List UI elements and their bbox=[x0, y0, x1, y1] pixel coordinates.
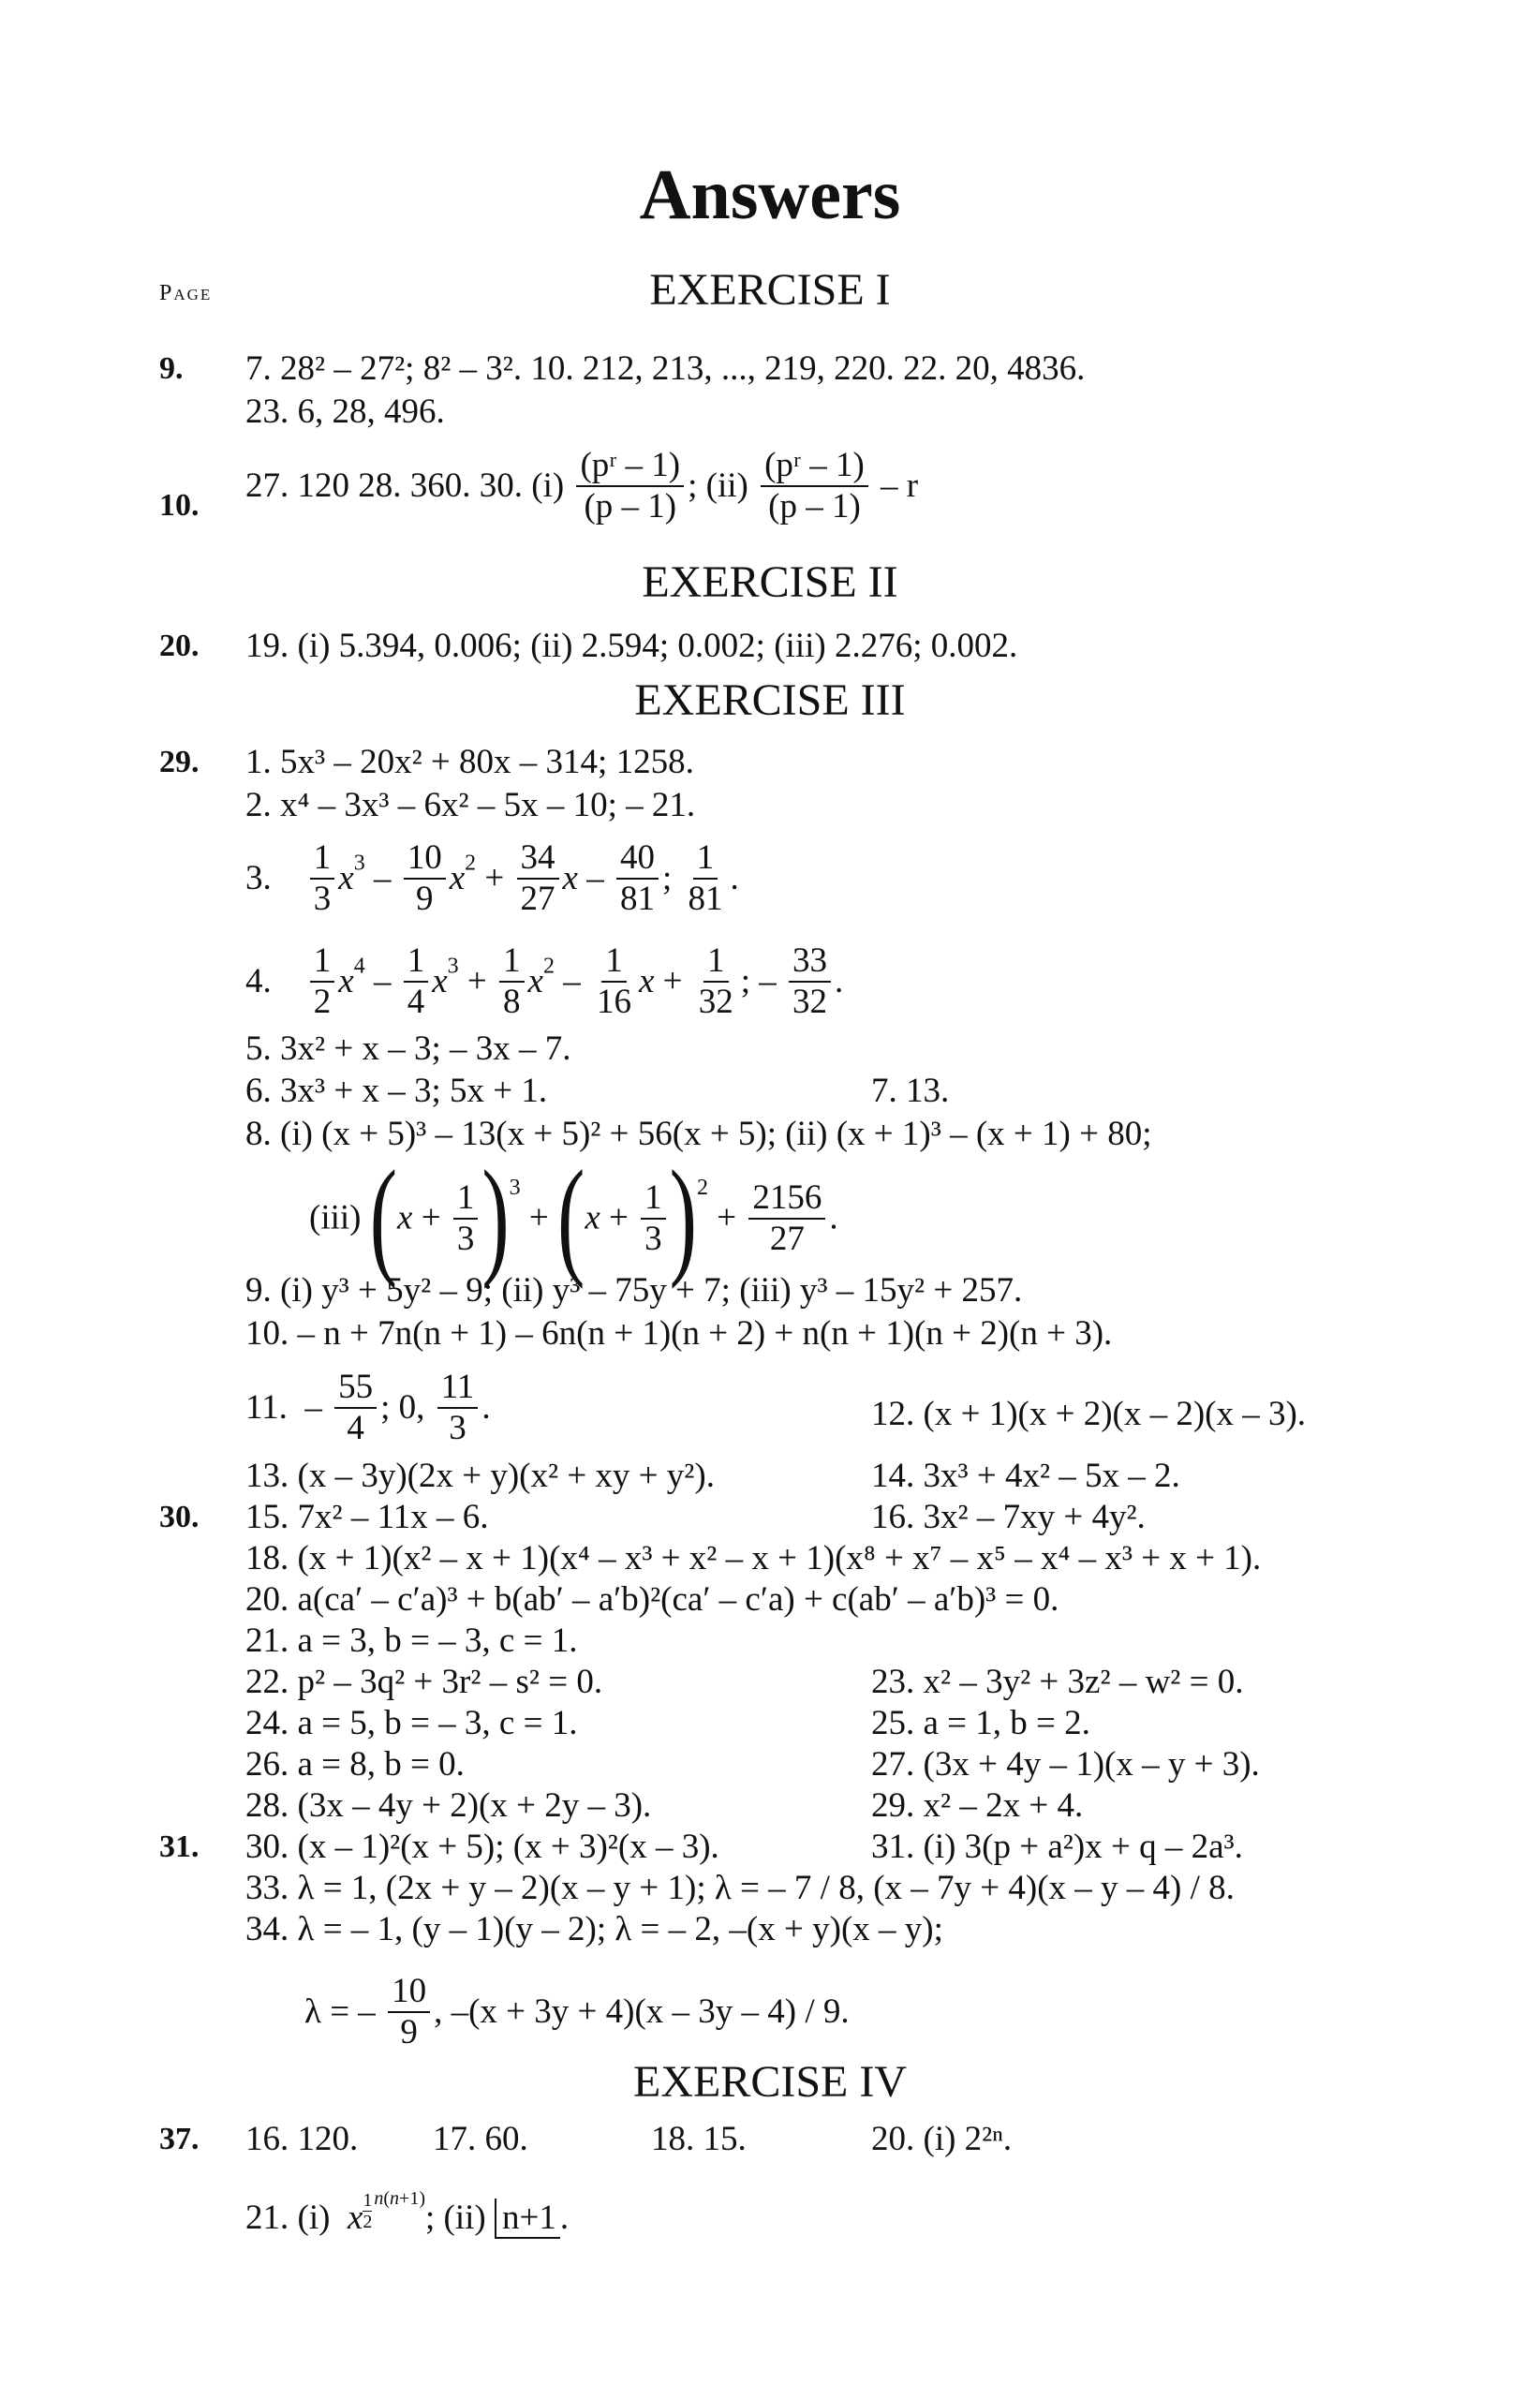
page-number: 10. bbox=[159, 488, 200, 523]
answer-line: 19. (i) 5.394, 0.006; (ii) 2.594; 0.002; (iii) 2.276; 0.002. bbox=[245, 627, 1018, 665]
answer-line: 17. 60. bbox=[433, 2120, 528, 2158]
answer-line: 18. (x + 1)(x² – x + 1)(x⁴ – x³ + x² – x + 1)(x⁸ + x⁷ – x⁵ – x⁴ – x³ + x + 1). bbox=[245, 1539, 1262, 1577]
page-number: 29. bbox=[159, 745, 200, 779]
page-title: Answers bbox=[639, 155, 901, 234]
answer-line: 3. $\frac{1}{3}$ $x^3$ – $\frac{10}{9}$ $x^2$ + $\frac{34}{27}$ x – $\frac{40}{81}$ ; $\frac{1}{81}$ . bbox=[245, 838, 739, 918]
answer-line: 18. 15. bbox=[651, 2120, 747, 2158]
answer-line: 14. 3x³ + 4x² – 5x – 2. bbox=[871, 1457, 1180, 1495]
answer-line: 4. $\frac{1}{2}$ $x^4$ – $\frac{1}{4}$ $x^3$ + $\frac{1}{8}$ $x^2$ – $\frac{1}{16}$ x + $\frac{1}{32}$ ; – $\frac{33}{32}$ . bbox=[245, 941, 844, 1021]
answer-line: 30. (x – 1)²(x + 5); (x + 3)²(x – 3). bbox=[245, 1828, 719, 1866]
page-number: 30. bbox=[159, 1500, 200, 1534]
page-number: 9. bbox=[159, 351, 184, 386]
answer-line: λ = – $\frac{10}{9}$ , –(x + 3y + 4)(x – 3y – 4) / 9. bbox=[304, 1972, 850, 2051]
answer-line: 2. x⁴ – 3x³ – 6x² – 5x – 10; – 21. bbox=[245, 786, 696, 824]
answer-text: , –(x + 3y + 4)(x – 3y – 4) / 9. bbox=[434, 1992, 850, 2031]
fraction: $\frac{\text{(pʳ – 1)}}{(p - 1)}$ bbox=[576, 446, 684, 526]
answer-line: 16. 120. bbox=[245, 2120, 359, 2158]
answer-line: 8. (i) (x + 5)³ – 13(x + 5)² + 56(x + 5); (ii) (x + 1)³ – (x + 1) + 80; bbox=[245, 1115, 1152, 1153]
answer-line: 33. λ = 1, (2x + y – 2)(x – y + 1); λ = – 7 / 8, (x – 7y + 4)(x – y – 4) / 8. bbox=[245, 1869, 1235, 1907]
answer-line: 20. (i) 2²ⁿ. bbox=[871, 2120, 1013, 2158]
answer-line: 16. 3x² – 7xy + 4y². bbox=[871, 1498, 1146, 1536]
answer-line: 10. – n + 7n(n + 1) – 6n(n + 1)(n + 2) + n(n + 1)(n + 2)(n + 3). bbox=[245, 1314, 1113, 1353]
answer-line: 23. x² – 3y² + 3z² – w² = 0. bbox=[871, 1663, 1244, 1701]
answer-line: 6. 3x³ + x – 3; 5x + 1. bbox=[245, 1072, 548, 1110]
answer-line: 7. 13. bbox=[871, 1072, 950, 1110]
answer-text: 27. 120 28. 360. 30. (i) bbox=[245, 466, 565, 505]
page-column-header: Page bbox=[159, 281, 213, 305]
answer-line: 25. a = 1, b = 2. bbox=[871, 1704, 1090, 1742]
exercise-heading-2: EXERCISE II bbox=[642, 557, 898, 607]
answer-line: 23. 6, 28, 496. bbox=[245, 392, 445, 431]
answer-line: 31. (i) 3(p + a²)x + q – 2a³. bbox=[871, 1828, 1243, 1866]
answer-line: 29. x² – 2x + 4. bbox=[871, 1786, 1084, 1825]
answer-line: 21. a = 3, b = – 3, c = 1. bbox=[245, 1621, 578, 1660]
answer-text: ; (ii) bbox=[688, 466, 748, 505]
fraction: $\frac{\text{(pʳ – 1)}}{(p - 1)}$ bbox=[761, 446, 868, 526]
answer-line: 27. (3x + 4y – 1)(x – y + 3). bbox=[871, 1745, 1260, 1784]
answer-text: – r bbox=[881, 466, 919, 505]
answer-line: 11. – $\frac{55}{4}$ ; 0, $\frac{11}{3}$ . bbox=[245, 1368, 491, 1447]
answer-line: 24. a = 5, b = – 3, c = 1. bbox=[245, 1704, 578, 1742]
answer-line bbox=[245, 446, 918, 526]
answer-line: 15. 7x² – 11x – 6. bbox=[245, 1498, 489, 1536]
answer-line: 12. (x + 1)(x + 2)(x – 2)(x – 3). bbox=[871, 1395, 1307, 1433]
answer-line: 22. p² – 3q² + 3r² – s² = 0. bbox=[245, 1663, 603, 1701]
page-number: 31. bbox=[159, 1829, 200, 1864]
answer-line: 34. λ = – 1, (y – 1)(y – 2); λ = – 2, –(x + y)(x – y); bbox=[245, 1910, 943, 1948]
answer-line: 13. (x – 3y)(2x + y)(x² + xy + y²). bbox=[245, 1457, 715, 1495]
answer-line: 5. 3x² + x – 3; – 3x – 7. bbox=[245, 1029, 571, 1068]
exercise-heading-3: EXERCISE III bbox=[634, 675, 906, 725]
answer-line: 7. 28² – 27²; 8² – 3². 10. 212, 213, ..., 219, 220. 22. 20, 4836. bbox=[245, 349, 1086, 388]
answer-line: (iii) (x + $\frac{1}{3}$ )$^3$ + (x + $\frac{1}{3}$ )$^2$ + $\frac{2156}{27}$ . bbox=[309, 1145, 838, 1291]
answer-line: 21. (i) x $\frac{1}{2}$ $^{n(n+1)}$; (ii) n+1 . bbox=[245, 2188, 570, 2237]
page-number: 37. bbox=[159, 2122, 200, 2156]
answer-line: 28. (3x – 4y + 2)(x + 2y – 3). bbox=[245, 1786, 652, 1825]
answer-line: 26. a = 8, b = 0. bbox=[245, 1745, 465, 1784]
answer-line: 20. a(ca′ – c′a)³ + b(ab′ – a′b)²(ca′ – c′a) + c(ab′ – a′b)³ = 0. bbox=[245, 1580, 1059, 1619]
exercise-heading-1: EXERCISE I bbox=[649, 265, 891, 315]
answer-line: 1. 5x³ – 20x² + 80x – 314; 1258. bbox=[245, 743, 694, 781]
factorial-box: n+1 bbox=[495, 2199, 560, 2239]
page-number: 20. bbox=[159, 629, 200, 663]
answer-line: 9. (i) y³ + 5y² – 9; (ii) y³ – 75y + 7; (iii) y³ – 15y² + 257. bbox=[245, 1271, 1023, 1310]
exercise-heading-4: EXERCISE IV bbox=[633, 2057, 907, 2107]
